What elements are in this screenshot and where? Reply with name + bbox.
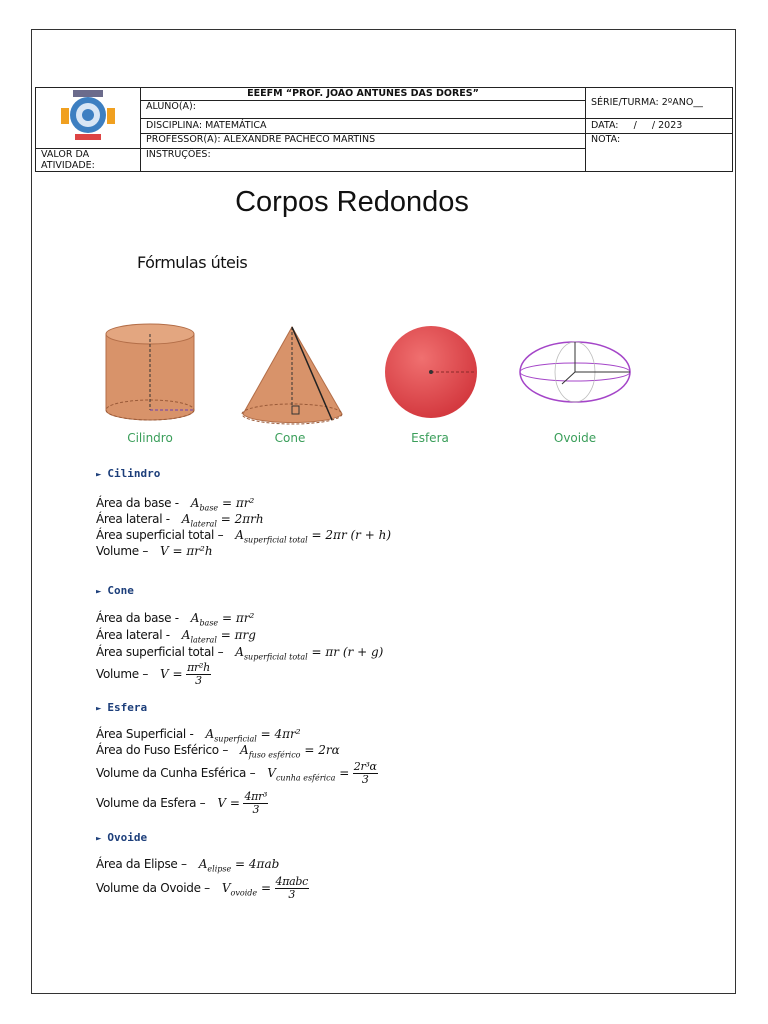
formula-line: Volume – V = πr²h [96, 544, 213, 558]
disciplina-label: DISCIPLINA: MATEMÁTICA [141, 119, 586, 134]
shapes-illustration [100, 322, 645, 432]
formula-line: Área lateral - $A_{lateral} = 2\pi rh$ [96, 512, 264, 529]
data-label: DATA: / / 2023 [586, 119, 733, 134]
nota-label: NOTA: [586, 134, 733, 172]
section-ovoide: ► Ovoide [96, 831, 148, 844]
formula-line: Área da Elipse – $A_{elipse} = 4\pi ab$ [96, 857, 280, 874]
formula-line: Volume da Ovoide – $V_{ovoide}$ = $\frac{\text{4πabc}}{3}$ [96, 875, 309, 901]
formula-line: Volume – V = $\frac{\text{πr²h}}{3}$ [96, 661, 210, 687]
formula-line: Área do Fuso Esférico – $A_{fuso esférico} = 2r\alpha$ [96, 743, 340, 760]
section-esfera: ► Esfera [96, 701, 148, 714]
cone-figure [242, 327, 342, 424]
formula-line: Área Superficial - $A_{superficial} = 4\pi r^2$ [96, 727, 301, 744]
valor-label: VALOR DA ATIVIDADE: [36, 149, 141, 172]
school-logo [53, 88, 123, 144]
formula-line: Área da base - $A_{base} = \pi r^2$ [96, 496, 255, 513]
instrucoes-label: INSTRUÇÕES: [141, 149, 586, 172]
formula-line: Volume da Cunha Esférica – $V_{cunha esférica}$ = $\frac{\text{2r³α}}{3}$ [96, 760, 377, 786]
aluno-label: ALUNO(A): [141, 101, 586, 119]
sphere-figure [385, 326, 477, 418]
subtitle: Fórmulas úteis [137, 253, 248, 272]
label-esfera: Esfera [411, 431, 449, 445]
label-cone: Cone [274, 431, 306, 445]
formula-line: Volume da Esfera – V = $\frac{\text{4πr³}}{3}$ [96, 790, 268, 816]
section-cilindro: ► Cilindro [96, 467, 161, 480]
formula-line: Área superficial total – $A_{superficial total} = 2\pi r$ (r + h) [96, 528, 391, 545]
formula-line: Área superficial total – $A_{superficial total} = \pi r$ (r + g) [96, 645, 384, 662]
label-ovoide: Ovoide [553, 431, 597, 445]
professor-label: PROFESSOR(A): ALEXANDRE PACHECO MARTINS [141, 134, 586, 149]
school-name: EEEFM “PROF. JOÃO ANTUNES DAS DORES” [141, 88, 586, 101]
page-title: Corpos Redondos [235, 186, 469, 218]
serie-turma: SÉRIE/TURMA: 2ºANO__ [586, 88, 733, 119]
formula-line: Área lateral - $A_{lateral} = \pi rg$ [96, 628, 256, 645]
cylinder-figure [106, 324, 194, 420]
label-cilindro: Cilindro [127, 431, 173, 445]
formula-line: Área da base - $A_{base} = \pi r^2$ [96, 611, 255, 628]
school-logo-cell [36, 88, 141, 149]
header-table [35, 87, 733, 172]
section-cone: ► Cone [96, 584, 134, 597]
ovoid-figure [520, 342, 630, 402]
